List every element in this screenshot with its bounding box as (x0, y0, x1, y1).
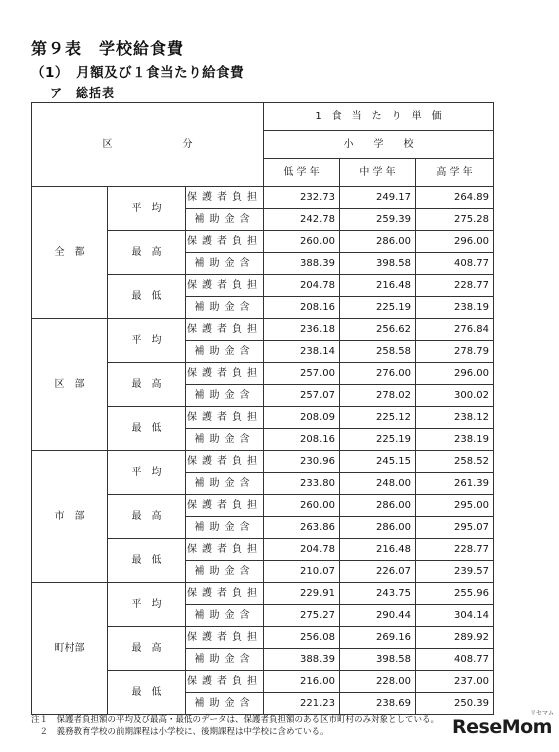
value-cell: 225.12 (340, 407, 416, 429)
table-row (32, 451, 494, 473)
summary-table (31, 102, 494, 715)
value-cell: 228.00 (340, 671, 416, 693)
value-cell: 228.77 (416, 539, 494, 561)
footnote-2: ２ 義務教育学校の前期課程は小学校に、後期課程は中学校に含めている。 (31, 727, 329, 737)
value-cell: 258.58 (340, 341, 416, 363)
value-cell: 290.44 (340, 605, 416, 627)
value-cell: 276.00 (340, 363, 416, 385)
value-cell: 296.00 (416, 363, 494, 385)
burden-type-label: 保護者負担 (186, 495, 264, 517)
stat-label: 最 低 (108, 539, 186, 583)
value-cell: 388.39 (264, 649, 340, 671)
value-cell: 260.00 (264, 231, 340, 253)
value-cell: 238.14 (264, 341, 340, 363)
value-cell: 275.28 (416, 209, 494, 231)
burden-type-label: 補助金含 (186, 209, 264, 231)
value-cell: 255.96 (416, 583, 494, 605)
value-cell: 236.18 (264, 319, 340, 341)
burden-type-label: 補助金含 (186, 605, 264, 627)
stat-label: 平 均 (108, 451, 186, 495)
value-cell: 398.58 (340, 649, 416, 671)
region-label: 区 部 (32, 319, 108, 451)
value-cell: 216.48 (340, 275, 416, 297)
burden-type-label: 保護者負担 (186, 627, 264, 649)
value-cell: 257.07 (264, 385, 340, 407)
header-school: 小 学 校 (264, 131, 494, 159)
value-cell: 408.77 (416, 649, 494, 671)
value-cell: 408.77 (416, 253, 494, 275)
value-cell: 259.39 (340, 209, 416, 231)
header-grade-mid: 中 学 年 (340, 159, 416, 187)
footnotes (31, 714, 439, 738)
value-cell: 275.27 (264, 605, 340, 627)
burden-type-label: 補助金含 (186, 385, 264, 407)
value-cell: 388.39 (264, 253, 340, 275)
stat-label: 最 高 (108, 495, 186, 539)
value-cell: 216.48 (340, 539, 416, 561)
stat-label: 最 低 (108, 275, 186, 319)
value-cell: 228.77 (416, 275, 494, 297)
burden-type-label: 補助金含 (186, 649, 264, 671)
value-cell: 257.00 (264, 363, 340, 385)
value-cell: 216.00 (264, 671, 340, 693)
header-unit: 1 食 当 た り 単 価 (264, 103, 494, 131)
value-cell: 245.15 (340, 451, 416, 473)
value-cell: 261.39 (416, 473, 494, 495)
value-cell: 221.23 (264, 693, 340, 715)
burden-type-label: 保護者負担 (186, 187, 264, 209)
value-cell: 276.84 (416, 319, 494, 341)
region-label: 町村部 (32, 583, 108, 715)
value-cell: 237.00 (416, 671, 494, 693)
table-subtitle: （1） 月額及び１食当たり給食費 (31, 65, 245, 81)
value-cell: 260.00 (264, 495, 340, 517)
value-cell: 278.79 (416, 341, 494, 363)
value-cell: 229.91 (264, 583, 340, 605)
stat-label: 最 高 (108, 231, 186, 275)
stat-label: 最 高 (108, 363, 186, 407)
value-cell: 278.02 (340, 385, 416, 407)
value-cell: 398.58 (340, 253, 416, 275)
burden-type-label: 補助金含 (186, 429, 264, 451)
value-cell: 232.73 (264, 187, 340, 209)
value-cell: 204.78 (264, 539, 340, 561)
section-heading: ア 総括表 (50, 86, 116, 100)
burden-type-label: 保護者負担 (186, 275, 264, 297)
value-cell: 264.89 (416, 187, 494, 209)
value-cell: 243.75 (340, 583, 416, 605)
value-cell: 239.57 (416, 561, 494, 583)
burden-type-label: 補助金含 (186, 693, 264, 715)
value-cell: 248.00 (340, 473, 416, 495)
table-row (32, 583, 494, 605)
table-row (32, 319, 494, 341)
value-cell: 233.80 (264, 473, 340, 495)
value-cell: 208.16 (264, 429, 340, 451)
value-cell: 249.17 (340, 187, 416, 209)
footnote-1: 注１ 保護者負担額の平均及び最高・最低のデータは、保護者負担額のある区市町村のみ対象としている。 (31, 715, 440, 725)
header-grade-low: 低 学 年 (264, 159, 340, 187)
value-cell: 238.19 (416, 429, 494, 451)
value-cell: 238.12 (416, 407, 494, 429)
burden-type-label: 保護者負担 (186, 319, 264, 341)
value-cell: 296.00 (416, 231, 494, 253)
stat-label: 最 低 (108, 671, 186, 715)
value-cell: 208.16 (264, 297, 340, 319)
value-cell: 208.09 (264, 407, 340, 429)
region-label: 全 都 (32, 187, 108, 319)
burden-type-label: 補助金含 (186, 517, 264, 539)
resemom-logo: ReseMom (452, 716, 552, 738)
stat-label: 平 均 (108, 319, 186, 363)
burden-type-label: 保護者負担 (186, 671, 264, 693)
burden-type-label: 保護者負担 (186, 231, 264, 253)
value-cell: 230.96 (264, 451, 340, 473)
header-division: 区 分 (32, 103, 264, 187)
burden-type-label: 保護者負担 (186, 539, 264, 561)
value-cell: 210.07 (264, 561, 340, 583)
burden-type-label: 補助金含 (186, 253, 264, 275)
value-cell: 256.62 (340, 319, 416, 341)
value-cell: 289.92 (416, 627, 494, 649)
burden-type-label: 保護者負担 (186, 363, 264, 385)
stat-label: 最 低 (108, 407, 186, 451)
value-cell: 226.07 (340, 561, 416, 583)
value-cell: 295.07 (416, 517, 494, 539)
table-title: 第９表 学校給食費 (31, 39, 185, 58)
table-row (32, 187, 494, 209)
value-cell: 225.19 (340, 429, 416, 451)
burden-type-label: 補助金含 (186, 297, 264, 319)
value-cell: 286.00 (340, 495, 416, 517)
value-cell: 286.00 (340, 517, 416, 539)
value-cell: 204.78 (264, 275, 340, 297)
header-grade-high: 高 学 年 (416, 159, 494, 187)
value-cell: 263.86 (264, 517, 340, 539)
value-cell: 238.19 (416, 297, 494, 319)
stat-label: 最 高 (108, 627, 186, 671)
burden-type-label: 保護者負担 (186, 583, 264, 605)
value-cell: 238.69 (340, 693, 416, 715)
value-cell: 256.08 (264, 627, 340, 649)
burden-type-label: 保護者負担 (186, 451, 264, 473)
value-cell: 286.00 (340, 231, 416, 253)
value-cell: 304.14 (416, 605, 494, 627)
burden-type-label: 補助金含 (186, 473, 264, 495)
value-cell: 225.19 (340, 297, 416, 319)
summary-table-wrapper (31, 102, 494, 715)
stat-label: 平 均 (108, 583, 186, 627)
burden-type-label: 保護者負担 (186, 407, 264, 429)
stat-label: 平 均 (108, 187, 186, 231)
region-label: 市 部 (32, 451, 108, 583)
value-cell: 295.00 (416, 495, 494, 517)
logo-small-text: リセマム (530, 710, 554, 717)
value-cell: 242.78 (264, 209, 340, 231)
value-cell: 300.02 (416, 385, 494, 407)
burden-type-label: 補助金含 (186, 341, 264, 363)
burden-type-label: 補助金含 (186, 561, 264, 583)
value-cell: 250.39 (416, 693, 494, 715)
value-cell: 258.52 (416, 451, 494, 473)
value-cell: 269.16 (340, 627, 416, 649)
